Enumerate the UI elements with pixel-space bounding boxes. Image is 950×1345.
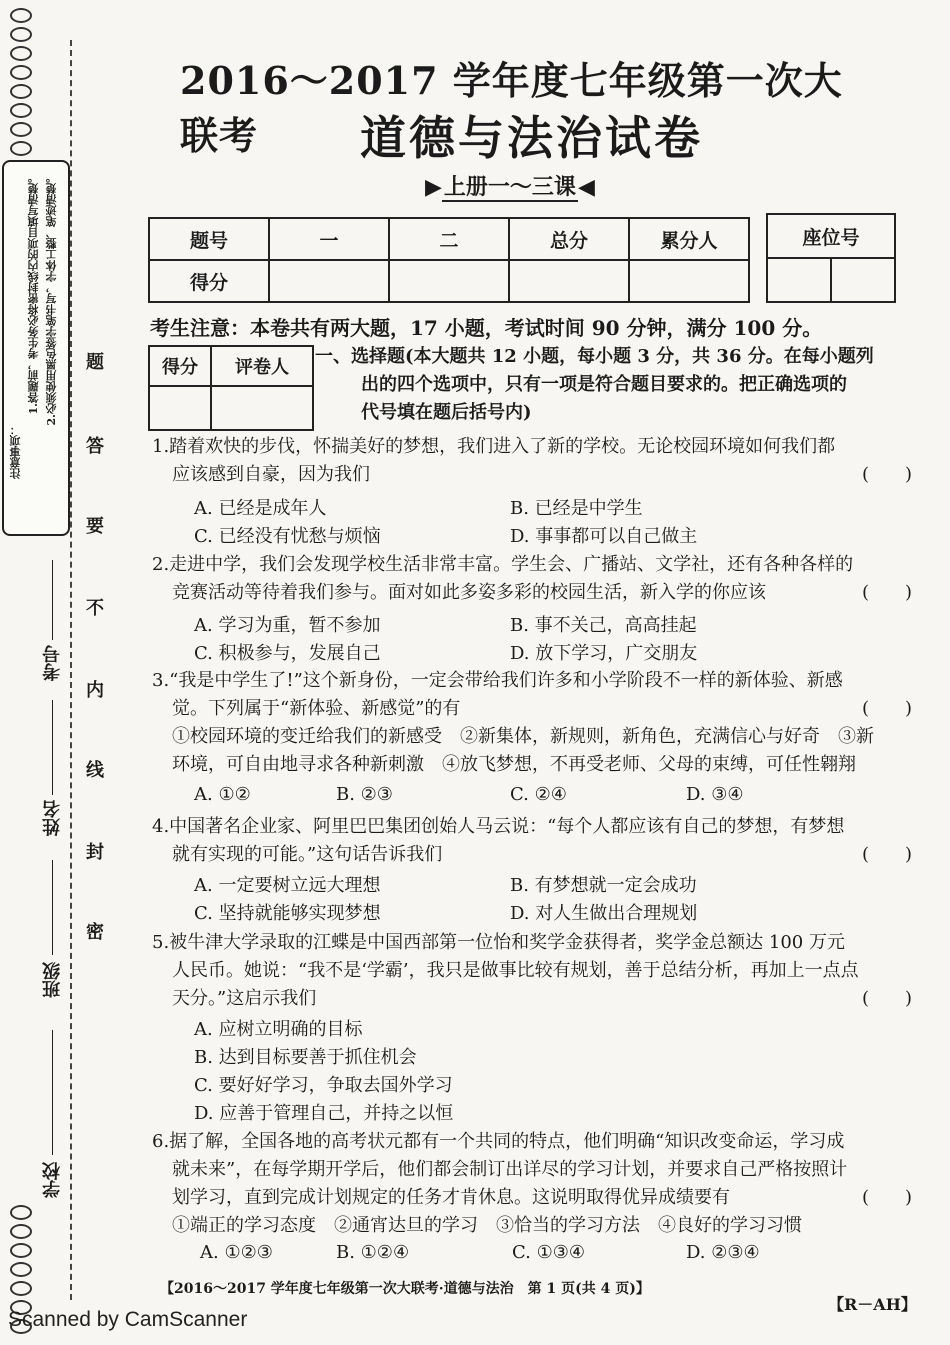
seal-char: 要 (86, 516, 104, 537)
notice-item-1: 1.答题前，考生务必将密封线内的项目填写清楚。 (27, 172, 40, 415)
question-stem: 5.被牛津大学录取的江蝶是中国西部第一位怡和奖学金获得者，奖学金总额达 100 万元 (152, 932, 845, 953)
question-stem: 环境，可自由地寻求各种新刺激 ④放飞梦想，不再受老师、父母的束缚，可任性翱翔 (172, 754, 856, 775)
scanner-watermark: Scanned by CamScanner (8, 1308, 248, 1331)
score-header-cell: 累分人 (629, 218, 749, 260)
seal-char: 封 (86, 842, 104, 863)
question-3 (152, 667, 912, 779)
score-cell[interactable] (509, 260, 629, 302)
question-stem: 6.据了解，全国各地的高考状元都有一个共同的特点，他们明确“知识改变命运，学习成 (152, 1131, 845, 1152)
option: A. ①②③ (200, 1242, 273, 1263)
option: B. ②③ (336, 784, 393, 805)
option: C. ①③④ (512, 1242, 585, 1263)
notice-item-2: 2.必须使用黑色签字笔书写，字体工整、笔迹清楚。 (45, 172, 58, 426)
seal-char: 不 (86, 598, 104, 619)
option: A. 一定要树立远大理想 (194, 875, 381, 896)
option: B. 达到目标要善于抓住机会 (194, 1047, 417, 1068)
seal-char: 题 (86, 352, 104, 373)
score-header-cell: 题号 (149, 218, 269, 260)
option: C. 坚持就能够实现梦想 (194, 903, 381, 924)
question-stem: 划学习，直到完成计划规定的任务才肯休息。这说明取得优异成绩要有 (172, 1187, 730, 1208)
option: A. 已经是成年人 (194, 498, 327, 519)
option: C. 积极参与，发展自己 (194, 643, 381, 664)
option: C. 要好好学习，争取去国外学习 (194, 1075, 453, 1096)
grader-table (148, 345, 314, 431)
seal-char: 密 (86, 922, 104, 943)
exam-no-label: 考号 (42, 645, 63, 681)
school-label: 学校 (42, 1162, 63, 1198)
triangle-right-icon: ▶ (425, 174, 442, 200)
exam-no-field[interactable] (52, 560, 53, 640)
grader-score-cell[interactable] (149, 386, 211, 430)
answer-blank[interactable]: ( ) (861, 464, 912, 485)
grader-label: 评卷人 (211, 346, 313, 386)
question-stem: 就未来”，在每学期开学后，他们都会制订出详尽的学习计划，并要求自己严格按照计 (172, 1159, 848, 1180)
score-cell[interactable] (389, 260, 509, 302)
score-header-cell: 一 (269, 218, 389, 260)
exam-notice: 考生注意：本卷共有两大题，17 小题，考试时间 90 分钟，满分 100 分。 (150, 316, 823, 340)
seat-table (766, 213, 896, 303)
question-stem: 2.走进中学，我们会发现学校生活非常丰富。学生会、广播站、文学社，还有各种各样的 (152, 554, 854, 575)
question-stem: 竞赛活动等待着我们参与。面对如此多姿多彩的校园生活，新入学的你应该 (172, 582, 766, 603)
option: B. 有梦想就一定会成功 (510, 875, 697, 896)
notice-title: 注意事项： (9, 424, 22, 479)
option: A. 学习为重，暂不参加 (194, 615, 381, 636)
question-stem: 天分。”这启示我们 (172, 988, 317, 1009)
answer-blank[interactable]: ( ) (861, 582, 912, 603)
score-header-cell: 二 (389, 218, 509, 260)
seal-char: 线 (86, 760, 104, 781)
notice-box (2, 160, 70, 536)
question-stem: 3.“我是中学生了!”这个新身份，一定会带给我们许多和小学阶段不一样的新体验、新感 (152, 670, 843, 691)
section-1-instructions (315, 343, 915, 427)
exam-title: 2016～2017 学年度七年级第一次大联考 (180, 58, 843, 158)
question-1 (152, 433, 912, 489)
option: D. ③④ (686, 784, 744, 805)
question-4 (152, 813, 912, 869)
option: C. 已经没有忧愁与烦恼 (194, 526, 381, 547)
seat-cell[interactable] (767, 258, 831, 302)
question-2 (152, 551, 912, 607)
triangle-left-icon: ◀ (577, 174, 595, 200)
seal-char: 答 (86, 436, 104, 457)
class-field[interactable] (52, 860, 53, 955)
score-row-label: 得分 (149, 260, 269, 302)
grader-name-cell[interactable] (211, 386, 313, 430)
seal-char: 内 (86, 680, 104, 701)
seat-label: 座位号 (767, 214, 895, 258)
school-field[interactable] (52, 1030, 53, 1155)
question-5 (152, 929, 912, 1013)
subject-title: 道德与法治试卷 (360, 111, 703, 165)
option: D. 放下学习，广交朋友 (510, 643, 698, 664)
question-stem: ①端正的学习态度 ②通宵达旦的学习 ③恰当的学习方法 ④良好的学习习惯 (172, 1215, 802, 1236)
answer-blank[interactable]: ( ) (861, 988, 912, 1009)
binding-holes-top (10, 8, 38, 179)
score-table (148, 217, 750, 303)
question-stem: 觉。下列属于“新体验、新感觉”的有 (172, 698, 461, 719)
seal-line (70, 40, 72, 1300)
scope-banner (425, 170, 595, 201)
section-1-line: 代号填在题后括号内) (361, 402, 532, 423)
name-label: 姓名 (42, 800, 63, 836)
question-stem: 应该感到自豪，因为我们 (172, 464, 370, 485)
option: B. ①②④ (336, 1242, 410, 1263)
answer-blank[interactable]: ( ) (861, 844, 912, 865)
question-stem: ①校园环境的变迁给我们的新感受 ②新集体，新规则，新角色，充满信心与好奇 ③新 (172, 726, 874, 747)
option: B. 事不关己，高高挂起 (510, 615, 697, 636)
score-header-cell: 总分 (509, 218, 629, 260)
section-1-line: 出的四个选项中，只有一项是符合题目要求的。把正确选项的 (361, 374, 847, 395)
binding-strip (0, 0, 118, 1310)
grader-score-label: 得分 (149, 346, 211, 386)
question-stem: 1.踏着欢快的步伐，怀揣美好的梦想，我们进入了新的学校。无论校园环境如何我们都 (152, 436, 836, 457)
seat-cell[interactable] (831, 258, 895, 302)
class-label: 班级 (42, 962, 63, 998)
page-footer: 【2016～2017 学年度七年级第一次大联考·道德与法治 第 1 页(共 4 页)】 (160, 1281, 650, 1297)
question-stem: 就有实现的可能。”这句话告诉我们 (172, 844, 443, 865)
answer-blank[interactable]: ( ) (861, 1187, 912, 1208)
answer-blank[interactable]: ( ) (861, 698, 912, 719)
option: D. ②③④ (686, 1242, 760, 1263)
option: D. 事事都可以自己做主 (510, 526, 698, 547)
option: C. ②④ (510, 784, 567, 805)
question-stem: 人民币。她说：“我不是‘学霸’，我只是做事比较有规划，善于总结分析，再加上一点点 (172, 960, 859, 981)
option: D. 对人生做出合理规划 (510, 903, 698, 924)
section-1-line: 一、选择题(本大题共 12 小题，每小题 3 分，共 36 分。在每小题列 (315, 346, 874, 367)
option: A. 应树立明确的目标 (194, 1019, 363, 1040)
option: B. 已经是中学生 (510, 498, 643, 519)
name-field[interactable] (52, 700, 53, 795)
paper-code: 【R－AH】 (828, 1295, 917, 1314)
option: D. 应善于管理自己，并持之以恒 (194, 1103, 454, 1124)
question-stem: 4.中国著名企业家、阿里巴巴集团创始人马云说：“每个人都应该有自己的梦想，有梦想 (152, 816, 845, 837)
score-cell[interactable] (629, 260, 749, 302)
scope-text: 上册一～三课 (443, 174, 576, 200)
question-6 (152, 1128, 912, 1240)
option: A. ①② (194, 784, 251, 805)
score-cell[interactable] (269, 260, 389, 302)
